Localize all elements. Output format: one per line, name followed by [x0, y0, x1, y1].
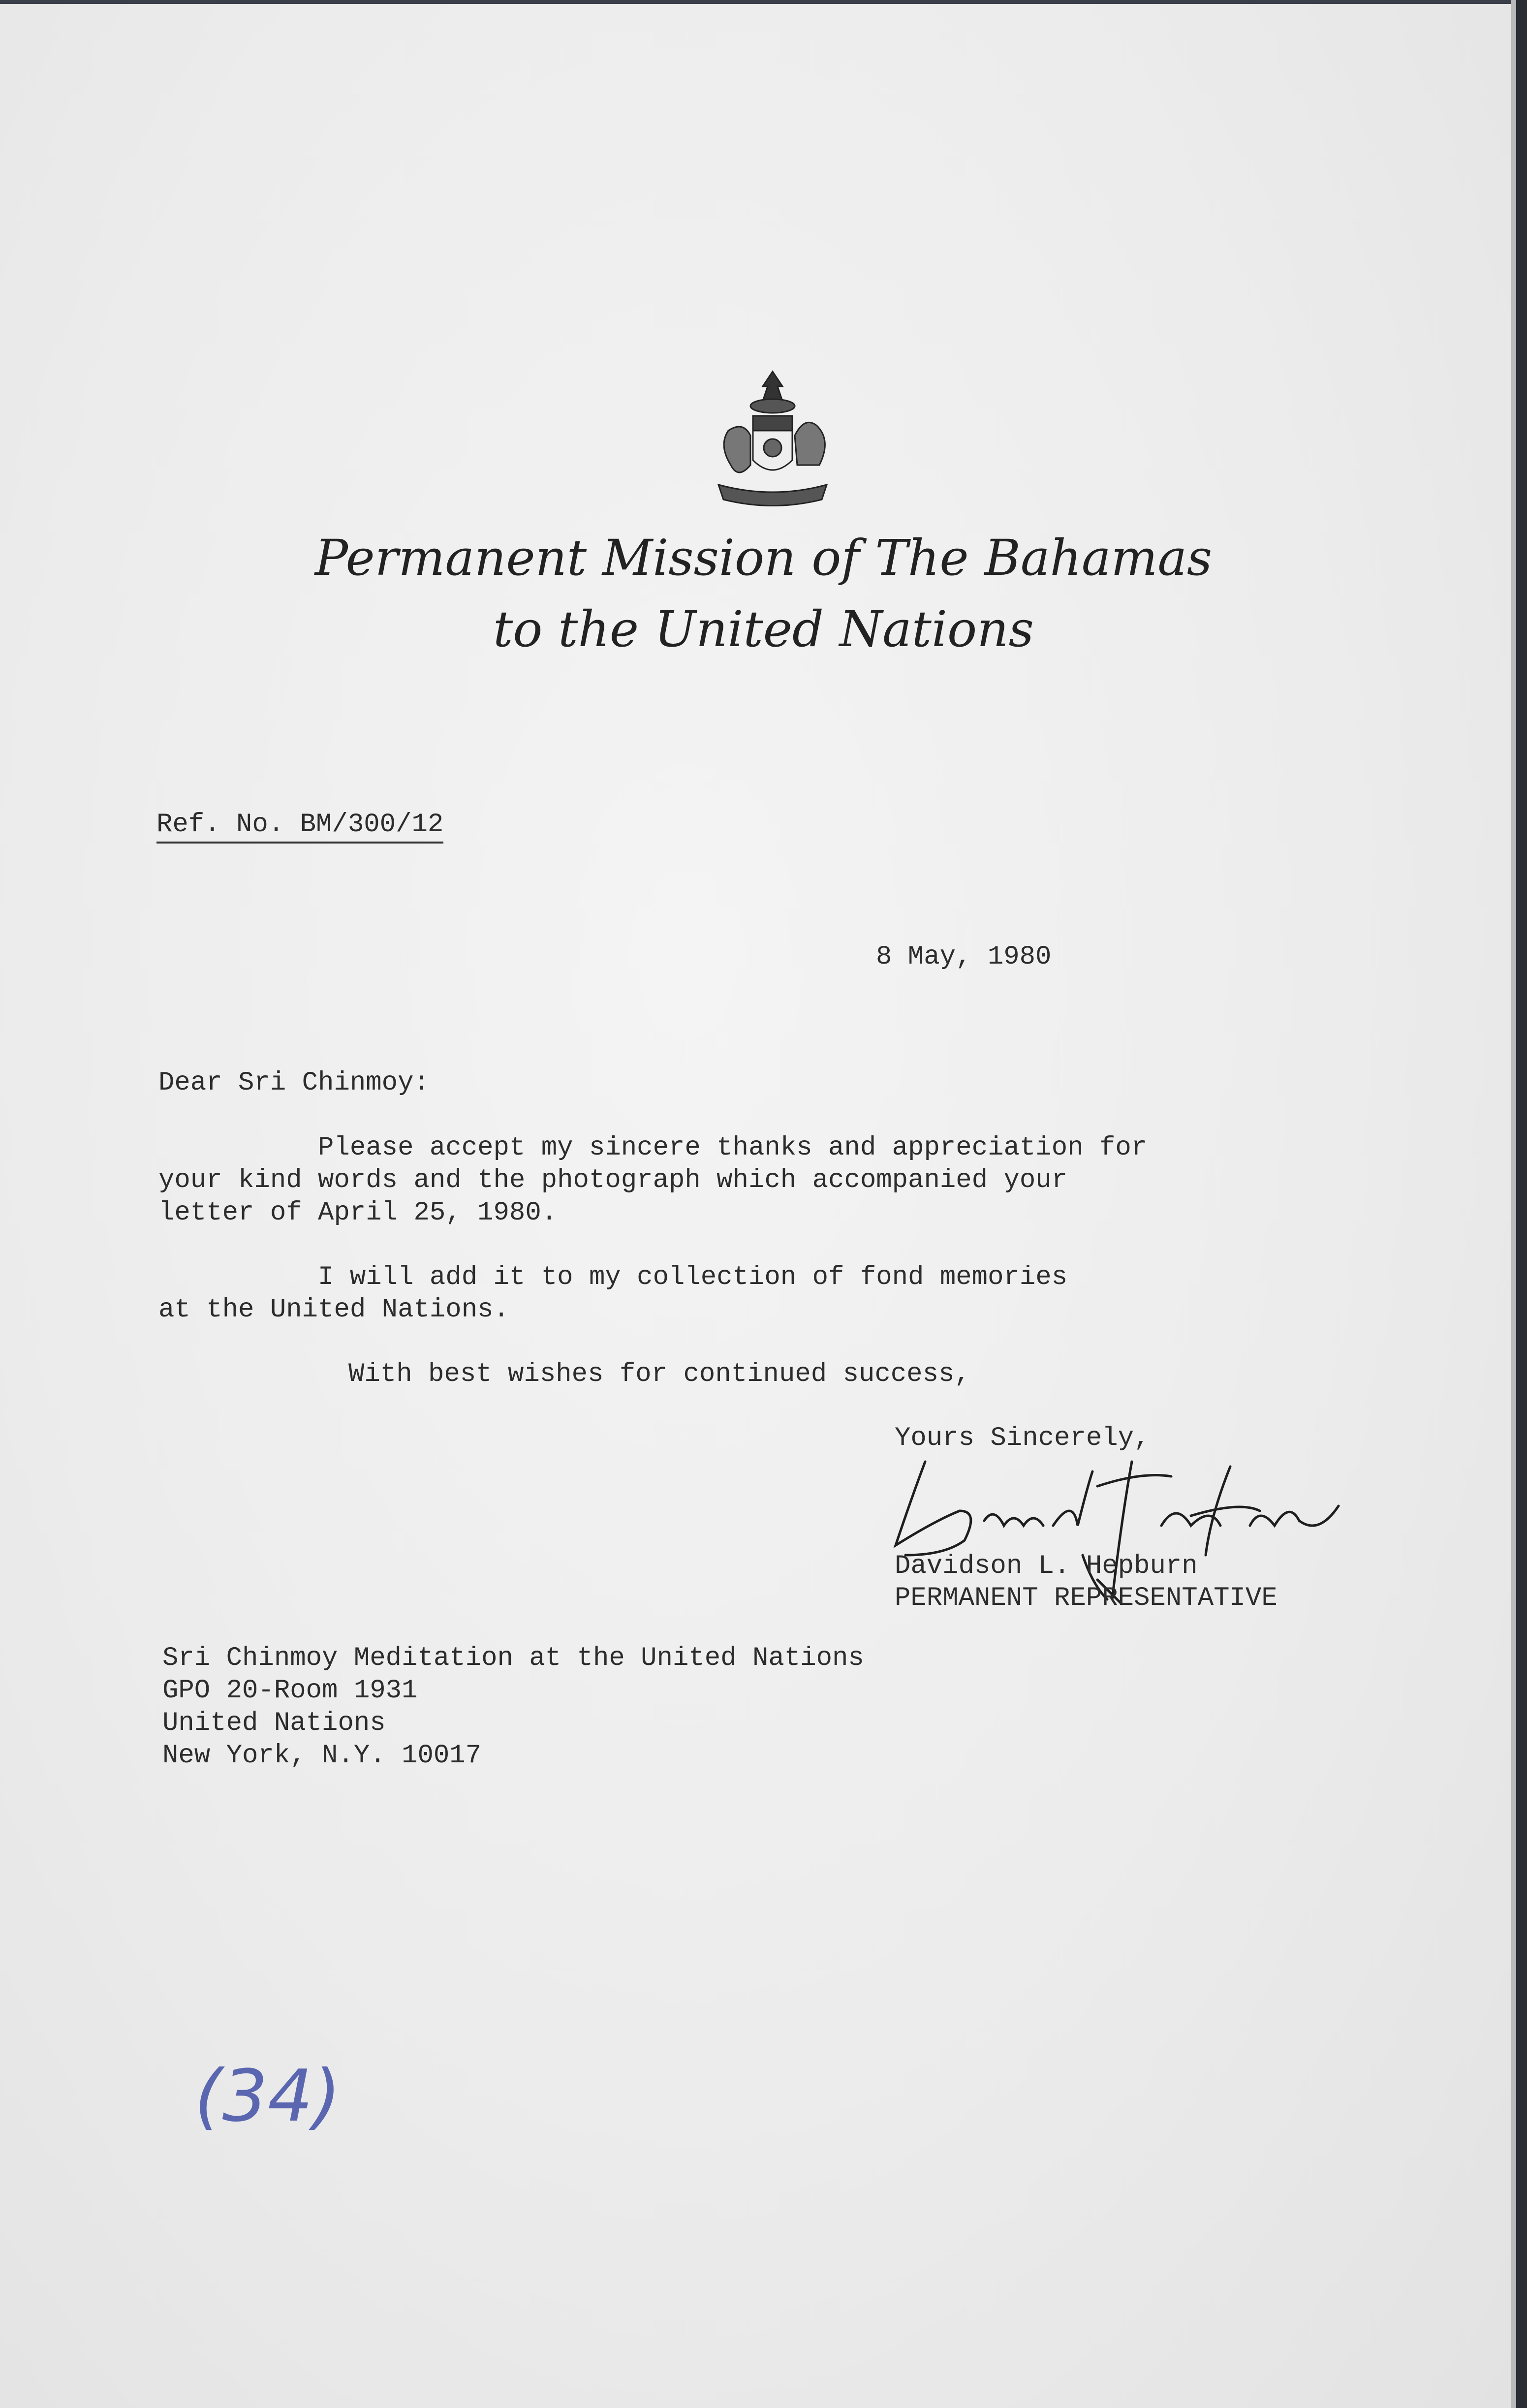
body-paragraph-1: Please accept my sincere thanks and appreciation for your kind words and the photograph which accompanied your letter of April 25, 1980.: [158, 1133, 1148, 1228]
body-paragraph-3: With best wishes for continued success,: [348, 1359, 970, 1389]
scan-edge-shadow: [1511, 0, 1516, 2408]
scan-edge-top: [0, 0, 1527, 4]
coat-of-arms-icon: [709, 367, 837, 514]
salutation: Dear Sri Chinmoy:: [158, 1068, 430, 1098]
letterhead-line-1: Permanent Mission of The Bahamas: [314, 529, 1213, 587]
letter-date: 8 May, 1980: [876, 942, 1052, 972]
signatory-name: Davidson L. Hepburn: [895, 1551, 1198, 1581]
body-paragraph-2: I will add it to my collection of fond memories at the United Nations.: [158, 1262, 1068, 1325]
signatory-title: PERMANENT REPRESENTATIVE: [895, 1583, 1278, 1613]
closing: Yours Sincerely,: [895, 1423, 1150, 1453]
handwritten-page-number: (34): [194, 2055, 341, 2138]
letterhead-line-2: to the United Nations: [493, 600, 1034, 658]
reference-number: Ref. No. BM/300/12: [156, 810, 443, 844]
scan-edge-right: [1516, 0, 1527, 2408]
recipient-address: Sri Chinmoy Meditation at the United Nations GPO 20-Room 1931 United Nations New York, N.Y. 10017: [162, 1643, 864, 1771]
